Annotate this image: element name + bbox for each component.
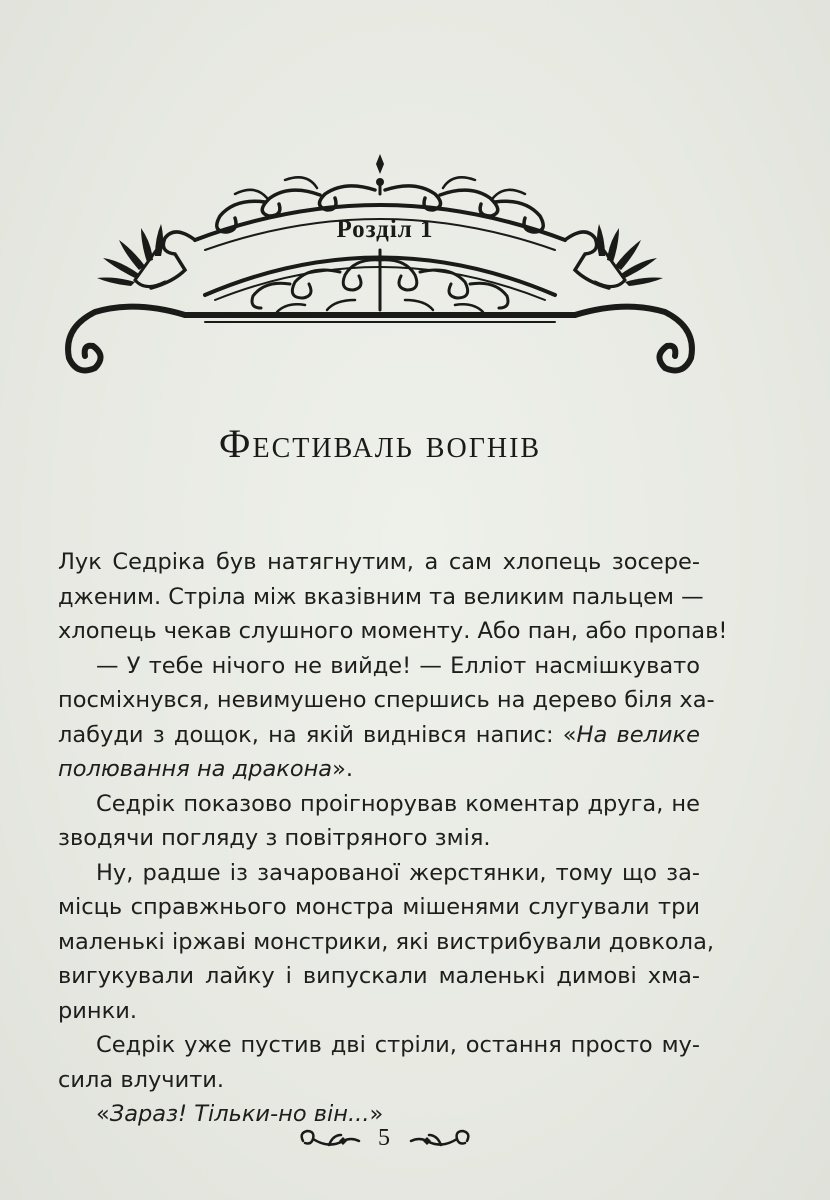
text-line-segment: сила влучити. [58,1066,225,1093]
text-line [58,959,700,994]
text-line [58,994,700,1029]
text-line [58,925,715,960]
text-line-segment: зводячи погляду з повітряного змія. [58,825,491,851]
page-number: 5 [378,1125,390,1151]
text-line-segment: — У тебе нічого не вийде! — Елліот насмішкувато [96,652,700,679]
text-line-segment: ринки. [58,997,137,1024]
chapter-body-text [58,545,728,1132]
text-line [58,752,700,787]
text-line-italic-segment: Зараз! Тільки-но він... [109,1101,370,1127]
chapter-label: Розділ 1 [336,216,434,243]
text-line-segment: Седрік показово проігнорував коментар друга, не [96,790,700,817]
text-line-italic-segment: На велике [576,721,700,748]
text-line [58,545,700,580]
chapter-title: Фестиваль вогнів [218,421,542,466]
text-line [58,821,700,856]
text-line-segment: Седрік уже пустив дві стріли, остання просто му- [96,1032,700,1058]
text-line-segment: лабуди з дощок, на якій виднівся напис: « [58,721,577,748]
text-line-segment: хлопець чекав слушного моменту. Або пан, або пропав! [58,618,728,644]
chapter-ornament [55,150,705,380]
text-line-segment: ». [332,756,354,782]
text-line-segment: Лук Седріка був натягнутим, а сам хлопець зосере- [58,549,700,575]
text-line [58,614,728,649]
text-line-segment: Ну, радше із зачарованої жерстянки, тому що за- [96,859,700,886]
page-footer [295,1123,475,1159]
text-line-segment: « [96,1101,110,1127]
text-line-segment: місць справжнього монстра мішенями слугували три [58,894,700,920]
footer-flourish-left-icon [295,1123,365,1159]
text-line [58,890,700,925]
text-line [58,1028,700,1063]
text-line-segment: маленькі іржаві монстрики, які вистрибували довкола, [58,928,715,955]
text-line [58,649,700,684]
text-line [58,580,704,615]
text-line [58,718,700,753]
text-line-segment: посміхнувся, невимушено спершись на дерево біля ха- [58,687,715,713]
text-line-italic-segment: полювання на дракона [58,756,333,782]
text-line-segment: дженим. Стріла між вказівним та великим пальцем — [58,583,704,610]
text-line [58,683,715,718]
footer-flourish-right-icon [405,1123,475,1159]
text-line-segment: вигукували лайку і випускали маленькі димові хма- [58,963,700,989]
text-line [58,1063,700,1098]
text-line-segment: » [369,1101,384,1127]
text-line [58,787,700,822]
text-line [58,856,700,891]
